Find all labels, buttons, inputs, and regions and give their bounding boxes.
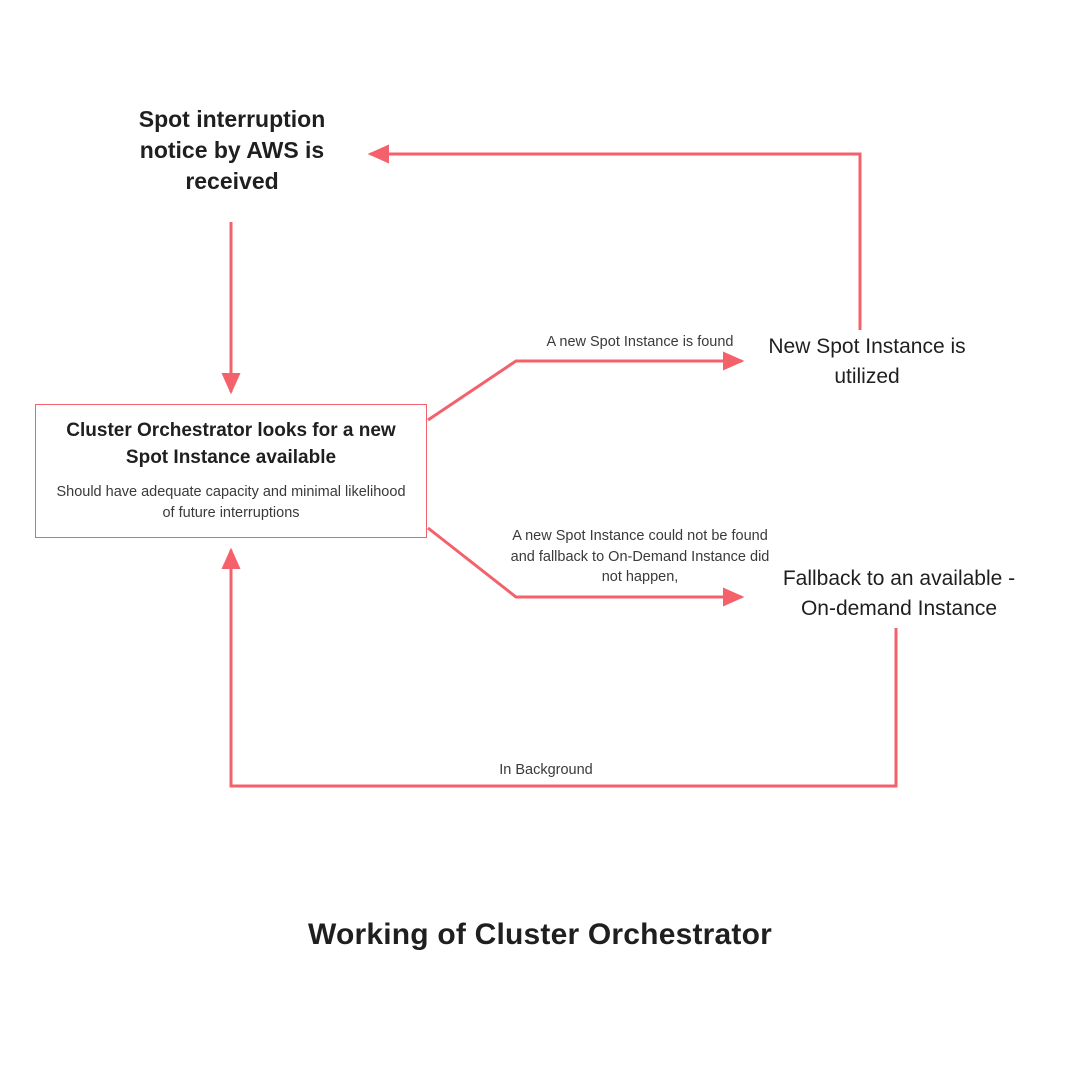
node-new-spot-instance-utilized: [744, 332, 990, 392]
node-fallback-on-demand-instance: [770, 564, 1028, 624]
node-title: New Spot Instance is utilized: [768, 335, 966, 388]
diagram-caption: Working of Cluster Orchestrator: [307, 918, 773, 951]
node-title: Cluster Orchestrator looks for a new Spot Instance available: [66, 420, 396, 468]
node-title: Fallback to an available -On-demand Instance: [782, 567, 1016, 620]
edge-label-spot-not-found: A new Spot Instance could not be found and fallback to On-Demand Instance did not happen,: [510, 528, 770, 586]
node-title: Spot interruption notice by AWS is received: [138, 106, 326, 195]
edge-label-in-background: In Background: [499, 762, 593, 778]
node-cluster-orchestrator: [35, 404, 427, 538]
node-subtitle: Should have adequate capacity and minimal likelihood of future interruptions: [56, 483, 406, 521]
node-spot-interruption-notice: [110, 104, 354, 197]
edge-orchestrator-to-new-spot: [428, 361, 742, 420]
edge-new-spot-to-spot-notice: [370, 154, 860, 330]
edge-label-spot-found: A new Spot Instance is found: [546, 334, 734, 350]
